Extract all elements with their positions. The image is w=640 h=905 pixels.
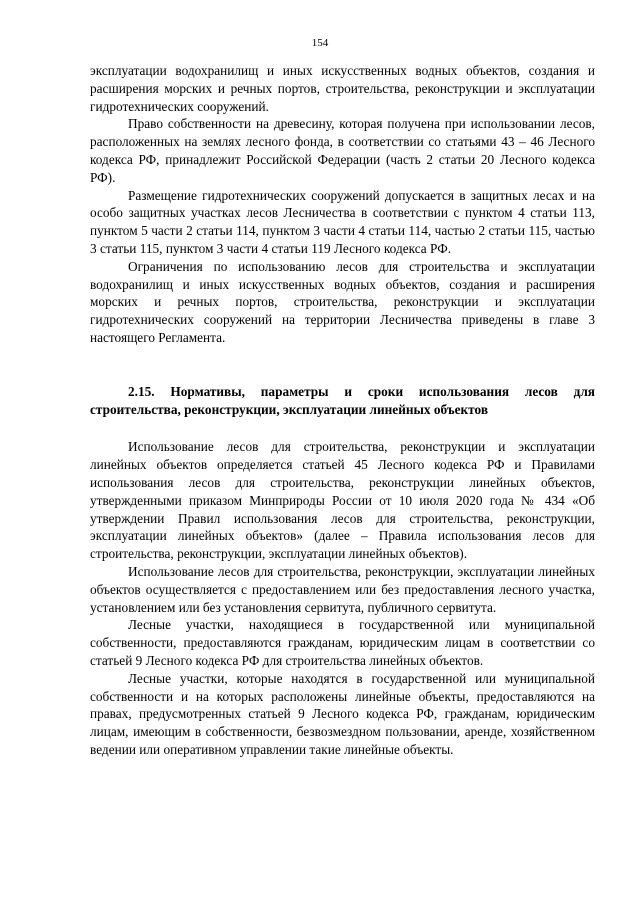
- paragraph-linear-objects-use: Использование лесов для строительства, реконструкции, эксплуатации линейных объектов осуществляется с предоставлением или без предоставления лесного участка, установлением или без установления сервитута, публичного сервитута.: [90, 563, 595, 615]
- section-heading: 2.15. Нормативы, параметры и сроки использования лесов для строительства, реконструкции, эксплуатации линейных объектов: [90, 383, 595, 417]
- paragraph-linear-objects-rules: Использование лесов для строительства, реконструкции и эксплуатации линейных объектов определяется статьей 45 Лесного кодекса РФ и Правилами использования лесов для строительства, реконструкции линейных объектов, утвержденными приказом Минприроды России от 10 июля 2020 года № 434 «Об утверждении Правил использования лесов для строительства, реконструкции, эксплуатации линейных объектов» (далее – Правила использования лесов для строительства, реконструкции, эксплуатации линейных объектов).: [90, 439, 595, 562]
- paragraph-continuation: эксплуатации водохранилищ и иных искусственных водных объектов, создания и расширения морских и речных портов, строительства, реконструкции и эксплуатации гидротехнических сооружений.: [90, 63, 595, 114]
- heading-spacer: [90, 418, 595, 438]
- section-spacer: [90, 347, 595, 383]
- paragraph-restrictions: Ограничения по использованию лесов для строительства и эксплуатации водохранилищ и иных искусственных водных объектов, создания и расширения морских и речных портов, строительства, реконструкции и эксплуатации гидротехнических сооружений на территории Лесничества приведены в главе 3 настоящего Регламента.: [90, 258, 595, 345]
- paragraph-hydro-placement: Размещение гидротехнических сооружений допускается в защитных лесах и на особо защитных участках лесов Лесничества в соответствии с пунктом 4 статьи 113, пунктом 5 части 2 статьи 114, пунктом 3 части 4 статьи 114, частью 2 статьи 115, частью 3 статьи 115, пунктом 3 части 4 статьи 119 Лесного кодекса РФ.: [90, 187, 595, 256]
- page-content: [90, 62, 595, 759]
- paragraph-wood-ownership: Право собственности на древесину, которая получена при использовании лесов, расположенных на землях лесного фонда, в соответствии со статьями 43 – 46 Лесного кодекса РФ, принадлежит Российской Федерации (часть 2 статьи 20 Лесного кодекса РФ).: [90, 116, 595, 185]
- paragraph-land-provision: Лесные участки, находящиеся в государственной или муниципальной собственности, предоставляются гражданам, юридическим лицам в соответствии со статьей 9 Лесного кодекса РФ для строительства линейных объектов.: [90, 617, 595, 668]
- paragraph-existing-objects: Лесные участки, которые находятся в государственной или муниципальной собственности и на которых расположены линейные объекты, предоставляются на правах, предусмотренных статьей 9 Лесного кодекса РФ, гражданам, юридическим лицам, имеющим в собственности, безвозмездном пользовании, аренде, хозяйственном ведении или оперативном управлении такие линейные объекты.: [90, 670, 595, 757]
- page-number: 154: [311, 37, 329, 49]
